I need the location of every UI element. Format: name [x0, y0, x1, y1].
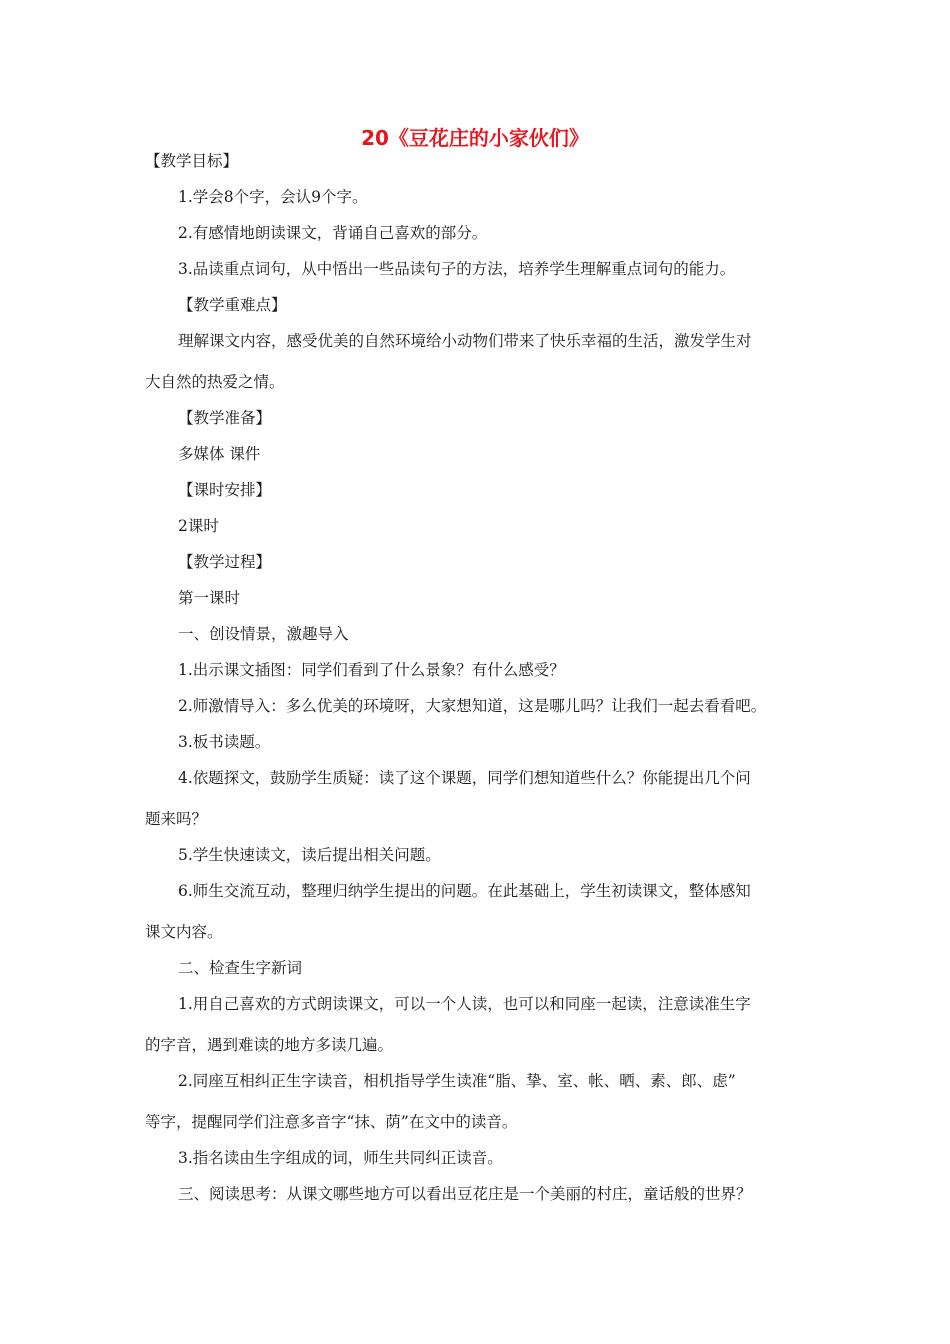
- lesson-one-heading: 第一课时: [178, 589, 241, 607]
- part-one-step-4-line-2: 题来吗？: [145, 810, 208, 828]
- document-title: 20《豆花庄的小家伙们》: [361, 126, 589, 150]
- part-one-step-4-line-1: 4.依题探文，鼓励学生质疑：读了这个课题，同学们想知道些什么？你能提出几个问: [178, 769, 751, 787]
- key-points-text-line-1: 理解课文内容，感受优美的自然环境给小动物们带来了快乐幸福的生活，激发学生对: [178, 332, 752, 350]
- section-heading-preparation: 【教学准备】: [178, 409, 272, 427]
- part-two-heading: 二、检查生字新词: [178, 959, 303, 977]
- part-two-step-2-line-1: 2.同座互相纠正生字读音，相机指导学生读准“脂、挚、室、帐、晒、素、郎、虑”: [178, 1072, 736, 1090]
- part-one-heading: 一、创设情景，激趣导入: [178, 625, 349, 643]
- part-one-step-5: 5.学生快速读文，读后提出相关问题。: [178, 846, 441, 864]
- part-two-step-1-line-1: 1.用自己喜欢的方式朗读课文，可以一个人读，也可以和同座一起读，注意读准生字: [178, 995, 751, 1013]
- schedule-text: 2课时: [178, 517, 219, 535]
- part-two-step-2-line-2: 等字，提醒同学们注意多音字“抹、荫”在文中的读音。: [145, 1113, 518, 1131]
- objective-2: 2.有感情地朗读课文，背诵自己喜欢的部分。: [178, 224, 488, 242]
- key-points-text-line-2: 大自然的热爱之情。: [145, 373, 285, 391]
- part-one-step-6-line-2: 课文内容。: [145, 923, 223, 941]
- preparation-text: 多媒体 课件: [178, 445, 261, 463]
- part-one-step-1: 1.出示课文插图：同学们看到了什么景象？有什么感受？: [178, 661, 565, 679]
- section-heading-key-points: 【教学重难点】: [178, 296, 287, 314]
- part-one-step-3: 3.板书读题。: [178, 733, 271, 751]
- section-heading-schedule: 【课时安排】: [178, 481, 272, 499]
- part-one-step-2: 2.师激情导入：多么优美的环境呀，大家想知道，这是哪儿吗？让我们一起去看看吧。: [178, 697, 767, 715]
- section-heading-objectives: 【教学目标】: [145, 152, 239, 170]
- part-two-step-3: 3.指名读由生字组成的词，师生共同纠正读音。: [178, 1149, 503, 1167]
- part-one-step-6-line-1: 6.师生交流互动，整理归纳学生提出的问题。在此基础上，学生初读课文，整体感知: [178, 882, 751, 900]
- objective-1: 1.学会8个字，会认9个字。: [178, 188, 368, 206]
- section-heading-process: 【教学过程】: [178, 553, 272, 571]
- part-two-step-1-line-2: 的字音，遇到难读的地方多读几遍。: [145, 1036, 394, 1054]
- objective-3: 3.品读重点词句，从中悟出一些品读句子的方法，培养学生理解重点词句的能力。: [178, 260, 736, 278]
- part-three-heading: 三、阅读思考：从课文哪些地方可以看出豆花庄是一个美丽的村庄，童话般的世界？: [178, 1185, 752, 1203]
